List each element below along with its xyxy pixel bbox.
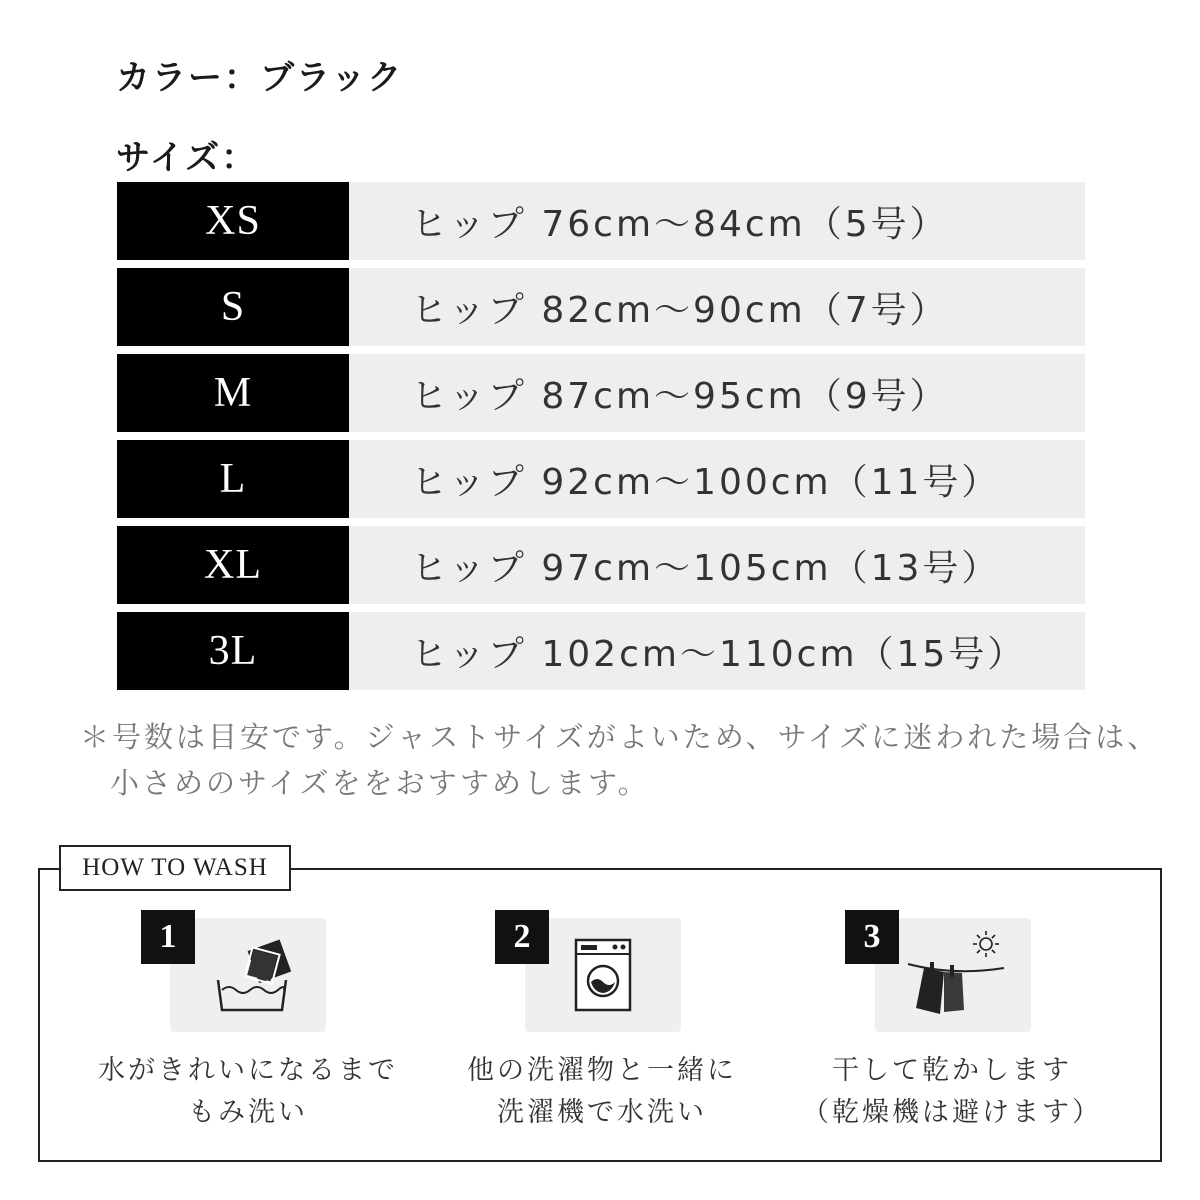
wash-step-2 xyxy=(432,910,772,1150)
size-label: L xyxy=(117,440,349,518)
size-row-3l xyxy=(117,612,1085,690)
size-description: ヒップ 76cm〜84cm（5号） xyxy=(349,182,1085,260)
step-caption xyxy=(78,1050,418,1134)
step-caption-line-2: もみ洗い xyxy=(188,1097,308,1128)
step-number: 2 xyxy=(495,910,549,964)
step-caption xyxy=(432,1050,772,1134)
step-caption-line-1: 水がきれいになるまで xyxy=(98,1055,398,1086)
size-row-l xyxy=(117,440,1085,518)
size-description: ヒップ 102cm〜110cm（15号） xyxy=(349,612,1085,690)
step-number: 3 xyxy=(845,910,899,964)
wash-step-1 xyxy=(78,910,418,1150)
size-row-s xyxy=(117,268,1085,346)
sun-icon xyxy=(973,931,999,957)
size-description: ヒップ 82cm〜90cm（7号） xyxy=(349,268,1085,346)
step-caption xyxy=(782,1050,1122,1134)
step-caption-line-1: 他の洗濯物と一緒に xyxy=(467,1055,737,1086)
size-note xyxy=(80,714,1159,806)
hang-dry-icon xyxy=(904,928,1008,1022)
size-description: ヒップ 97cm〜105cm（13号） xyxy=(349,526,1085,604)
hand-wash-icon xyxy=(210,938,300,1018)
color-heading: カラー：ブラック xyxy=(116,58,404,98)
washing-machine-icon xyxy=(574,938,632,1012)
size-row-m xyxy=(117,354,1085,432)
size-label: S xyxy=(117,268,349,346)
step-caption-line-1: 干して乾かします xyxy=(832,1055,1072,1086)
size-row-xl xyxy=(117,526,1085,604)
step-caption-line-2: 洗濯機で水洗い xyxy=(497,1097,707,1128)
size-label: M xyxy=(117,354,349,432)
step-number: 1 xyxy=(141,910,195,964)
size-row-xs xyxy=(117,182,1085,260)
how-to-wash-title: HOW TO WASH xyxy=(59,845,291,891)
note-line-2: 小さめのサイズををおすすめします。 xyxy=(110,766,650,800)
note-line-1: ＊号数は目安です。ジャストサイズがよいため、サイズに迷われた場合は、 xyxy=(80,720,1160,754)
wash-step-3 xyxy=(782,910,1122,1150)
size-label: XS xyxy=(117,182,349,260)
size-label: XL xyxy=(117,526,349,604)
size-heading: サイズ： xyxy=(116,138,258,178)
size-description: ヒップ 87cm〜95cm（9号） xyxy=(349,354,1085,432)
size-description: ヒップ 92cm〜100cm（11号） xyxy=(349,440,1085,518)
size-label: 3L xyxy=(117,612,349,690)
step-caption-line-2: （乾燥機は避けます） xyxy=(802,1097,1102,1128)
